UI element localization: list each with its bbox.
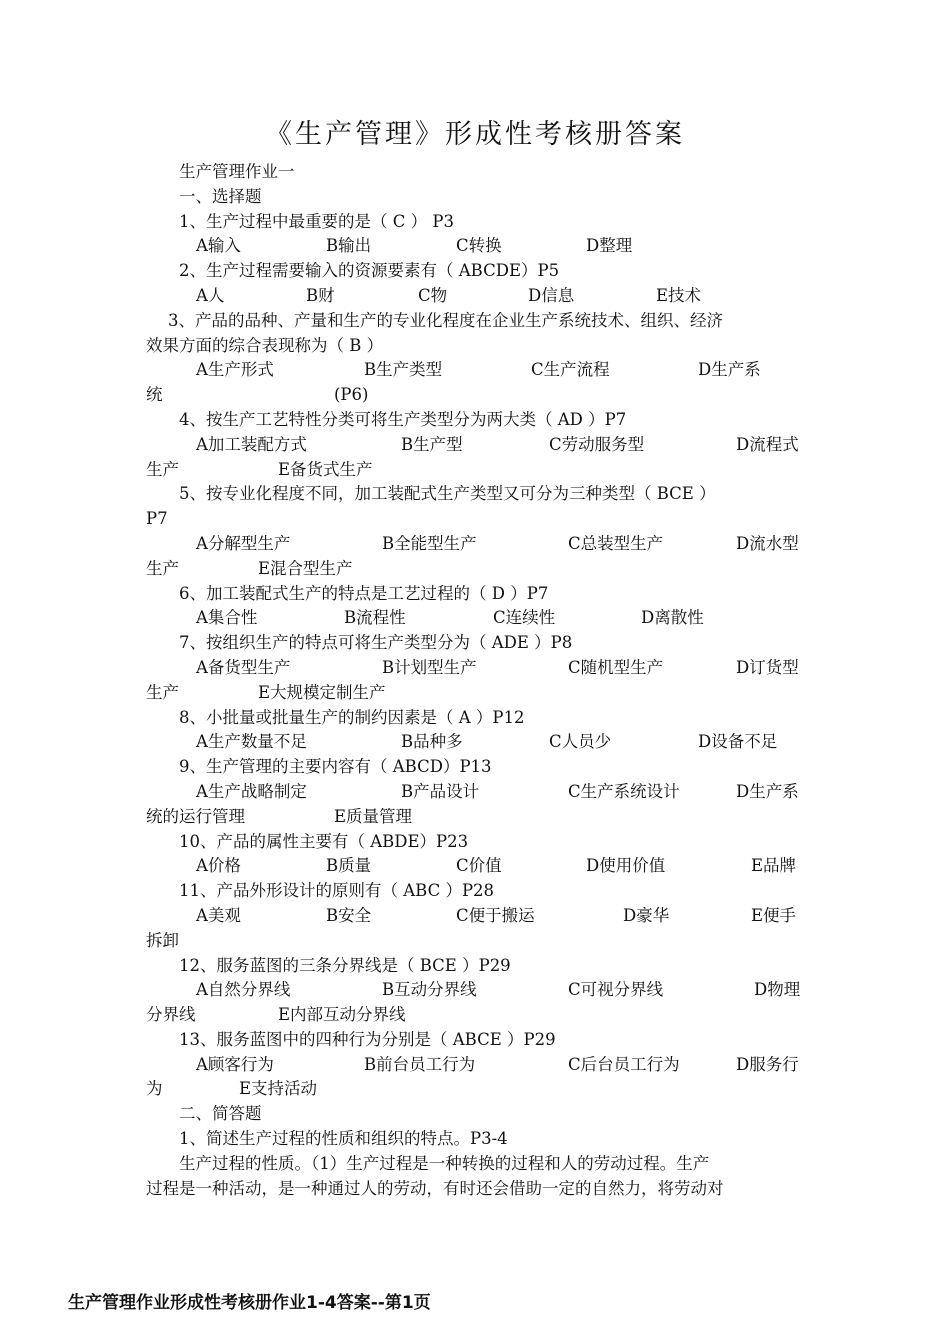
option: B生产类型 xyxy=(364,360,443,380)
question-8: 8、小批量或批量生产的制约因素是（ A ）P12 xyxy=(179,707,525,727)
option: E大规模定制生产 xyxy=(258,682,386,702)
question-5-cont: P7 xyxy=(146,509,168,529)
options-5 xyxy=(146,532,806,557)
option: D整理 xyxy=(586,236,633,256)
question-5: 5、按专业化程度不同，加工装配式生产类型又可分为三种类型（ BCE ） xyxy=(179,484,716,504)
question-7: 7、按组织生产的特点可将生产类型分为（ ADE ）P8 xyxy=(179,633,573,653)
heading: 生产管理作业一 xyxy=(179,162,295,181)
option: D设备不足 xyxy=(698,732,778,752)
options-9 xyxy=(146,780,806,805)
option: A自然分界线 xyxy=(196,980,291,1000)
option: D流程式 xyxy=(736,434,799,454)
option: B互动分界线 xyxy=(382,980,477,1000)
option: E品牌 xyxy=(751,856,797,876)
options-11 xyxy=(146,904,806,929)
option-wrap: 拆卸 xyxy=(146,930,179,950)
options-4-cont xyxy=(146,458,806,483)
option: C总装型生产 xyxy=(568,533,664,553)
document-title: 《生产管理》形成性考核册答案 xyxy=(265,119,685,150)
option: B安全 xyxy=(326,905,372,925)
option-wrap: 生产 xyxy=(146,459,179,479)
option: B财 xyxy=(306,285,335,305)
option: A备货型生产 xyxy=(196,657,291,677)
options-9-cont xyxy=(146,805,806,830)
options-12-cont xyxy=(146,1003,806,1028)
option: C价值 xyxy=(456,856,502,876)
option: C物 xyxy=(418,285,448,305)
options-13-cont xyxy=(146,1077,806,1102)
option: A分解型生产 xyxy=(196,533,291,553)
option: B流程性 xyxy=(344,608,406,628)
options-3 xyxy=(146,358,806,383)
option-wrap: 分界线 xyxy=(146,1005,196,1025)
document-body xyxy=(146,160,806,1201)
option: D使用价值 xyxy=(586,856,666,876)
question-3: 3、产品的品种、产量和生产的专业化程度在企业生产系统技术、组织、经济 xyxy=(168,310,723,330)
option: C连续性 xyxy=(493,608,556,628)
question-10: 10、产品的属性主要有（ ABDE）P23 xyxy=(179,831,469,851)
option: C劳动服务型 xyxy=(549,434,645,454)
question-2: 2、生产过程需要输入的资源要素有（ ABCDE）P5 xyxy=(179,261,560,281)
question-1: 1、生产过程中最重要的是（ C ） P3 xyxy=(179,211,454,231)
question-12: 12、服务蓝图的三条分界线是（ BCE ）P29 xyxy=(179,955,511,975)
option: C生产流程 xyxy=(531,360,610,380)
page-footer: 生产管理作业形成性考核册作业1-4答案--第1页 xyxy=(68,1293,431,1313)
option: B生产型 xyxy=(401,434,463,454)
option: C后台员工行为 xyxy=(568,1054,680,1074)
question-4: 4、按生产工艺特性分类可将生产类型分为两大类（ AD ）P7 xyxy=(179,409,627,429)
question-6: 6、加工装配式生产的特点是工艺过程的（ D ）P7 xyxy=(179,583,549,603)
option: D生产系 xyxy=(698,360,761,380)
options-1 xyxy=(146,234,806,259)
section-title: 二、简答题 xyxy=(179,1104,262,1124)
option: D订货型 xyxy=(736,657,799,677)
option: B质量 xyxy=(326,856,372,876)
option: C人员少 xyxy=(549,732,612,752)
option: E便手 xyxy=(751,905,797,925)
short-question-1: 1、简述生产过程的性质和组织的特点。P3-4 xyxy=(179,1129,508,1149)
option: E质量管理 xyxy=(334,806,413,826)
page-ref: (P6) xyxy=(334,385,369,405)
option: A加工装配方式 xyxy=(196,434,307,454)
option: E备货式生产 xyxy=(278,459,373,479)
option-wrap: 为 xyxy=(146,1079,163,1099)
option: A生产战略制定 xyxy=(196,781,307,801)
option-wrap: 生产 xyxy=(146,558,179,578)
question-11: 11、产品外形设计的原则有（ ABC ）P28 xyxy=(179,881,495,901)
option: D服务行 xyxy=(736,1054,799,1074)
option: A人 xyxy=(196,285,225,305)
options-2 xyxy=(146,284,806,309)
options-7 xyxy=(146,656,806,681)
option: D流水型 xyxy=(736,533,799,553)
option: D物理 xyxy=(754,980,801,1000)
option: D生产系 xyxy=(736,781,799,801)
option: A美观 xyxy=(196,905,241,925)
option: A集合性 xyxy=(196,608,258,628)
question-9: 9、生产管理的主要内容有（ ABCD）P13 xyxy=(179,757,492,777)
option: A输入 xyxy=(196,236,241,256)
options-10 xyxy=(146,854,806,879)
section-title: 一、选择题 xyxy=(179,186,262,206)
option: E混合型生产 xyxy=(258,558,353,578)
option: B产品设计 xyxy=(401,781,480,801)
answer-paragraph-line: 生产过程的性质。（1）生产过程是一种转换的过程和人的劳动过程。生产 xyxy=(179,1153,710,1173)
option: B品种多 xyxy=(401,732,463,752)
option-wrap: 生产 xyxy=(146,682,179,702)
options-11-cont xyxy=(146,929,806,954)
option: D信息 xyxy=(528,285,575,305)
option-wrap: 统的运行管理 xyxy=(146,806,245,826)
option: D离散性 xyxy=(641,608,704,628)
options-7-cont xyxy=(146,681,806,706)
option: A生产数量不足 xyxy=(196,732,307,752)
options-8 xyxy=(146,730,806,755)
options-3-cont xyxy=(146,383,806,408)
option: A价格 xyxy=(196,856,241,876)
question-13: 13、服务蓝图中的四种行为分别是（ ABCE ）P29 xyxy=(179,1029,556,1049)
option: C可视分界线 xyxy=(568,980,664,1000)
option: E技术 xyxy=(656,285,702,305)
option: A生产形式 xyxy=(196,360,274,380)
option: B计划型生产 xyxy=(382,657,477,677)
answer-paragraph-line: 过程是一种活动，是一种通过人的劳动，有时还会借助一定的自然力，将劳动对 xyxy=(146,1178,724,1198)
options-13 xyxy=(146,1053,806,1078)
options-4 xyxy=(146,433,806,458)
option: B前台员工行为 xyxy=(364,1054,476,1074)
options-5-cont xyxy=(146,557,806,582)
option: B输出 xyxy=(326,236,372,256)
option: D豪华 xyxy=(623,905,670,925)
option: E支持活动 xyxy=(239,1079,318,1099)
option: C生产系统设计 xyxy=(568,781,680,801)
option: E内部互动分界线 xyxy=(278,1005,406,1025)
options-12 xyxy=(146,978,806,1003)
option: A顾客行为 xyxy=(196,1054,274,1074)
option: C随机型生产 xyxy=(568,657,664,677)
option: B全能型生产 xyxy=(382,533,477,553)
option: C转换 xyxy=(456,236,502,256)
question-3-cont: 效果方面的综合表现称为（ B ） xyxy=(146,335,384,355)
option-wrap: 统 xyxy=(146,385,163,405)
option: C便于搬运 xyxy=(456,905,535,925)
options-6 xyxy=(146,606,806,631)
